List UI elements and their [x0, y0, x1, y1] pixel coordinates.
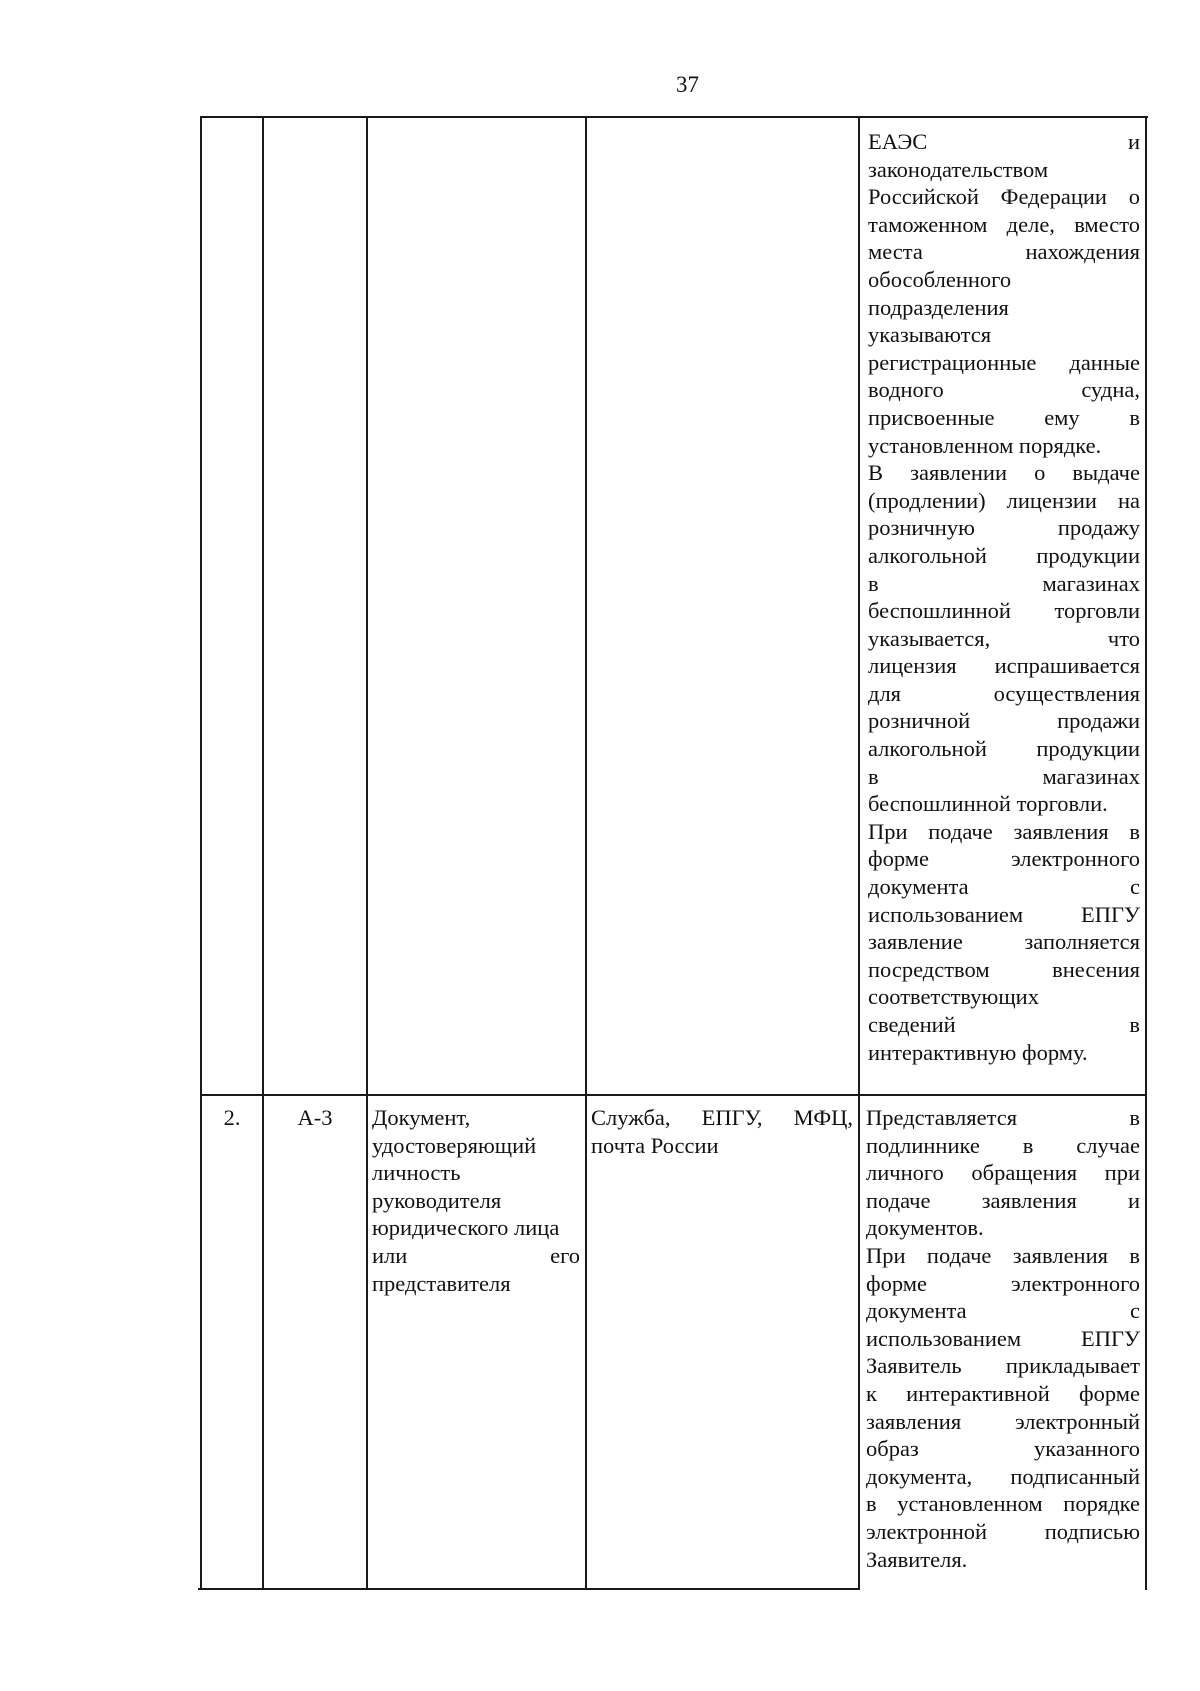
text-line: При подаче заявления в	[868, 818, 1140, 844]
text-line: почта России	[591, 1132, 719, 1158]
column-rule-5	[858, 116, 860, 1590]
text-line: посредством внесения	[868, 956, 1140, 982]
text-line: алкогольной продукции	[868, 736, 1140, 762]
text-line: При подаче заявления в	[866, 1242, 1140, 1268]
text-line: юридического лица	[372, 1215, 560, 1241]
text-line: места нахождения	[868, 239, 1140, 265]
text-line: в установленном порядке	[866, 1491, 1140, 1517]
page-number: 37	[676, 72, 699, 97]
text-line: алкогольной продукции	[868, 542, 1140, 568]
column-rule-6	[1145, 116, 1147, 1590]
text-line: документа с	[866, 1298, 1140, 1324]
text-line: образ указанного	[866, 1436, 1140, 1462]
document-code-cell: А-3	[297, 1105, 333, 1130]
text-line: или его	[372, 1242, 580, 1268]
text-line: личного обращения при	[866, 1160, 1140, 1186]
submission-channel-cell	[591, 1104, 853, 1159]
text-line: беспошлинной торговли	[868, 598, 1140, 624]
text-line: розничную продажу	[868, 515, 1140, 541]
text-line: документа, подписанный	[866, 1463, 1140, 1489]
text-line: в магазинах	[868, 763, 1140, 789]
text-line: Документ,	[372, 1105, 471, 1130]
text-line: удостоверяющий	[372, 1132, 537, 1158]
text-line: документа с	[868, 874, 1140, 900]
text-line: сведений в	[868, 1012, 1140, 1037]
text-line: соответствующих	[868, 984, 1039, 1010]
text-line: Заявитель прикладывает	[866, 1353, 1140, 1379]
text-line: подразделения	[868, 294, 1009, 320]
text-line: регистрационные данные	[868, 349, 1140, 375]
text-line: Служба, ЕПГУ, МФЦ,	[591, 1105, 853, 1130]
text-line: использованием ЕПГУ	[866, 1325, 1140, 1351]
document-name-cell	[372, 1104, 580, 1297]
text-line: таможенном деле, вместо	[868, 211, 1140, 237]
requirements-cell	[866, 1104, 1140, 1573]
text-line: подаче заявления и	[866, 1187, 1140, 1213]
text-line: указывается, что	[868, 625, 1140, 651]
text-line: форме электронного	[868, 846, 1140, 872]
text-line: заявления электронный	[866, 1408, 1140, 1434]
table-bottom-border	[198, 1588, 860, 1590]
table-top-border	[200, 116, 1148, 118]
text-line: личность	[372, 1160, 461, 1186]
text-line: электронной подписью	[866, 1518, 1140, 1544]
text-line: форме электронного	[866, 1270, 1140, 1296]
row-number-cell: 2.	[223, 1105, 241, 1130]
column-rule-4	[585, 116, 587, 1590]
text-line: заявление заполняется	[868, 929, 1140, 955]
column-rule-2	[262, 116, 264, 1590]
text-line: лицензия испрашивается	[868, 653, 1140, 679]
text-line: Российской Федерации о	[868, 184, 1140, 210]
row-separator	[200, 1094, 1146, 1096]
text-line: документов.	[866, 1215, 984, 1241]
text-line: розничной продажи	[868, 708, 1140, 734]
text-line: руководителя	[372, 1187, 502, 1213]
text-line: использованием ЕПГУ	[868, 901, 1140, 927]
text-line: Представляется в	[866, 1105, 1140, 1130]
text-line: присвоенные ему в	[868, 404, 1140, 430]
text-line: (продлении) лицензии на	[868, 487, 1140, 513]
column-rule-3	[366, 116, 368, 1590]
column-rule-1	[200, 116, 202, 1590]
text-line: к интерактивной форме	[866, 1380, 1140, 1406]
text-line: В заявлении о выдаче	[868, 460, 1140, 486]
text-line: Заявителя.	[866, 1546, 968, 1572]
text-line: водного судна,	[868, 377, 1140, 403]
text-line: подлиннике в случае	[866, 1132, 1140, 1158]
requirements-cell	[868, 128, 1140, 1066]
text-line: установленном порядке.	[868, 432, 1102, 458]
text-line: беспошлинной торговли.	[868, 791, 1108, 817]
text-line: представителя	[372, 1270, 511, 1296]
text-line: ЕАЭС и	[868, 129, 1140, 154]
text-line: в магазинах	[868, 570, 1140, 596]
text-line: для осуществления	[868, 680, 1140, 706]
text-line: интерактивную форму.	[868, 1039, 1088, 1065]
text-line: законодательством	[868, 156, 1049, 182]
text-line: обособленного	[868, 266, 1012, 292]
text-line: указываются	[868, 322, 992, 348]
